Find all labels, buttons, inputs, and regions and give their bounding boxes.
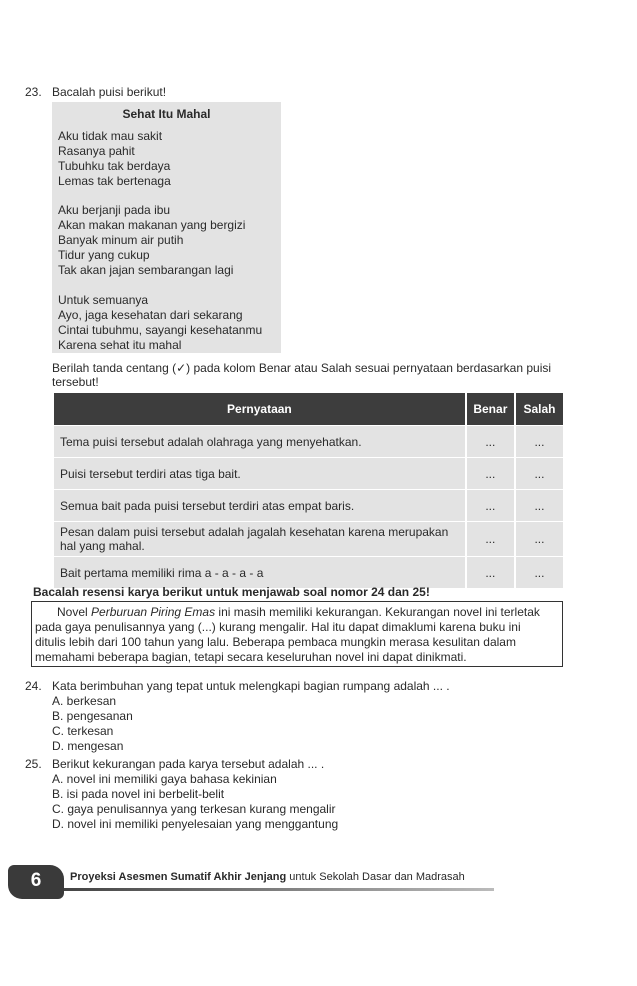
table-row	[54, 458, 563, 489]
poem-line: Untuk semuanya	[58, 293, 149, 307]
page-number-badge	[8, 865, 64, 899]
poem-line: Akan makan makanan yang bergizi	[58, 218, 246, 232]
statement-line: Pesan dalam puisi tersebut adalah jagalah kesehatan karena merupakan	[60, 525, 449, 539]
poem-line: Lemas tak bertenaga	[58, 174, 171, 188]
statement-cell: Tema puisi tersebut adalah olahraga yang menyehatkan.	[54, 426, 465, 457]
salah-cell[interactable]: ...	[516, 522, 563, 556]
page-number: 6	[30, 870, 42, 891]
resensi-line: pada gaya penulisannya yang (...) kurang mengalir. Hal itu dapat dimaklumi karena buku ini	[35, 620, 521, 634]
resensi-box	[31, 601, 563, 667]
question-number: 25.	[25, 757, 42, 771]
resensi-text: ini masih memiliki kekurangan. Kekurangan novel ini terletak	[215, 605, 540, 619]
option-a[interactable]: A. berkesan	[52, 694, 117, 708]
poem-line: Ayo, jaga kesehatan dari sekarang	[58, 308, 243, 322]
poem-line: Aku berjanji pada ibu	[58, 203, 171, 217]
poem-line: Karena sehat itu mahal	[58, 338, 182, 352]
resensi-line: memahami beberapa bagian, tetapi secara keseluruhan novel ini dapat dinikmati.	[35, 650, 467, 664]
poem-line: Rasanya pahit	[58, 144, 135, 158]
option-d[interactable]: D. novel ini memiliki penyelesaian yang menggantung	[52, 817, 339, 831]
instruction-text: Berilah tanda centang (✓) pada kolom Benar atau Salah sesuai pernyataan berdasarkan puisi	[52, 361, 552, 375]
statement-line: hal yang mahal.	[60, 539, 145, 553]
option-c[interactable]: C. terkesan	[52, 724, 114, 738]
table-row	[54, 490, 563, 521]
poem-line: Aku tidak mau sakit	[58, 129, 163, 143]
option-a[interactable]: A. novel ini memiliki gaya bahasa kekinian	[52, 772, 277, 786]
option-d[interactable]: D. mengesan	[52, 739, 124, 753]
benar-cell[interactable]: ...	[467, 522, 514, 556]
instruction-text: tersebut!	[52, 375, 99, 389]
benar-cell[interactable]: ...	[467, 557, 514, 588]
footer-title-bold: Proyeksi Asesmen Sumatif Akhir Jenjang	[70, 871, 287, 883]
poem-line: Tidur yang cukup	[58, 248, 150, 262]
salah-cell[interactable]: ...	[516, 490, 563, 521]
resensi-line: ditulis lebih dari 100 tahun yang lalu. Beberapa pembaca mungkin merasa kesulitan dalam	[35, 635, 516, 649]
table-row	[54, 426, 563, 457]
option-b[interactable]: B. isi pada novel ini berbelit-belit	[52, 787, 225, 801]
benar-cell[interactable]: ...	[467, 458, 514, 489]
option-c[interactable]: C. gaya penulisannya yang terkesan kurang mengalir	[52, 802, 336, 816]
statement-cell	[54, 522, 465, 556]
footer-title	[70, 871, 465, 883]
resensi-text: Novel	[57, 605, 92, 619]
resensi-heading: Bacalah resensi karya berikut untuk menjawab soal nomor 24 dan 25!	[33, 585, 430, 599]
question-text: Berikut kekurangan pada karya tersebut adalah ... .	[52, 757, 325, 771]
table-header-row	[54, 393, 563, 425]
novel-title: Perburuan Piring Emas	[91, 605, 216, 619]
column-header-benar: Benar	[467, 393, 514, 425]
question-number: 24.	[25, 679, 42, 693]
salah-cell[interactable]: ...	[516, 458, 563, 489]
poem-line: Tubuhku tak berdaya	[58, 159, 171, 173]
poem-line: Tak akan jajan sembarangan lagi	[58, 263, 234, 277]
question-prompt: Bacalah puisi berikut!	[52, 85, 167, 99]
benar-cell[interactable]: ...	[467, 426, 514, 457]
salah-cell[interactable]: ...	[516, 426, 563, 457]
table-row	[54, 557, 563, 588]
question-text: Kata berimbuhan yang tepat untuk melengkapi bagian rumpang adalah ... .	[52, 679, 450, 693]
question-number: 23.	[25, 85, 42, 99]
salah-cell[interactable]: ...	[516, 557, 563, 588]
resensi-line	[57, 605, 540, 619]
option-b[interactable]: B. pengesanan	[52, 709, 133, 723]
statement-cell: Semua bait pada puisi tersebut terdiri atas empat baris.	[54, 490, 465, 521]
footer-divider	[64, 888, 494, 891]
footer-title-rest: untuk Sekolah Dasar dan Madrasah	[286, 871, 465, 883]
statement-table	[52, 392, 565, 589]
statement-cell: Puisi tersebut terdiri atas tiga bait.	[54, 458, 465, 489]
poem-line: Cintai tubuhmu, sayangi kesehatanmu	[58, 323, 263, 337]
poem-title: Sehat Itu Mahal	[122, 107, 211, 121]
column-header-statement: Pernyataan	[54, 393, 465, 425]
statement-cell: Bait pertama memiliki rima a - a - a - a	[54, 557, 465, 588]
column-header-salah: Salah	[516, 393, 563, 425]
benar-cell[interactable]: ...	[467, 490, 514, 521]
poem-line: Banyak minum air putih	[58, 233, 184, 247]
poem-box	[52, 102, 281, 353]
table-row	[54, 522, 563, 556]
